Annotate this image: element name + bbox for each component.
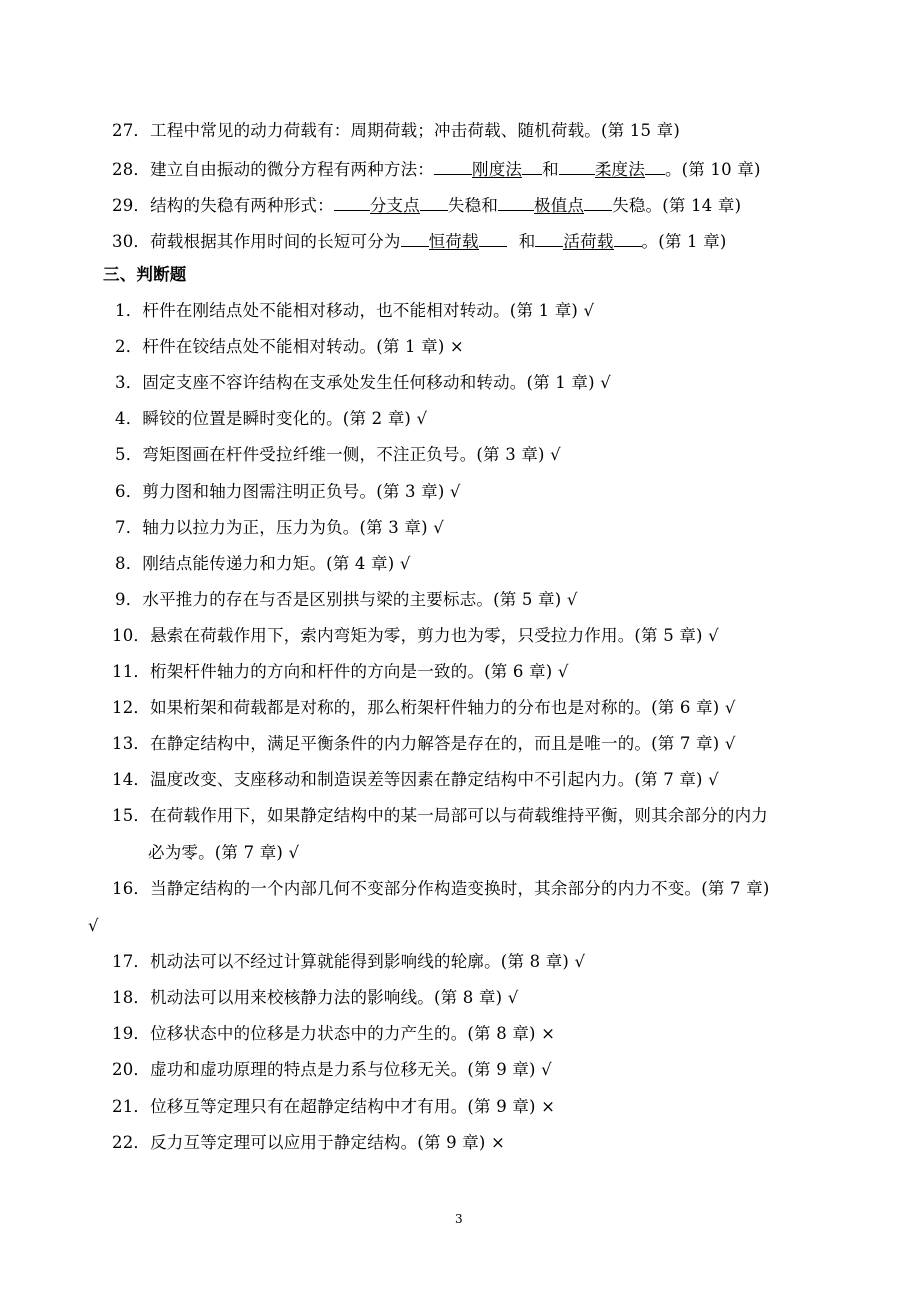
- item-text: 。(第 10 章): [664, 160, 761, 179]
- item-number: 13: [112, 734, 134, 753]
- item-text: 水平推力的存在与否是区别拱与梁的主要标志。(第 5 章) √: [142, 590, 578, 609]
- judge-item-2: 2．杆件在铰结点处不能相对转动。(第 1 章) ×: [115, 337, 464, 356]
- judge-item-13: 13．在静定结构中，满足平衡条件的内力解答是存在的，而且是唯一的。(第 7 章) √: [112, 734, 736, 753]
- blank-line: [434, 157, 472, 175]
- blank-line: [584, 193, 612, 211]
- answer-blank: 恒荷载: [428, 232, 479, 251]
- item-number: 6: [115, 482, 126, 501]
- judge-item-22: 22．反力互等定理可以应用于静定结构。(第 9 章) ×: [112, 1133, 506, 1152]
- judge-item-4: 4．瞬铰的位置是瞬时变化的。(第 2 章) √: [115, 409, 428, 428]
- item-text: 和: [542, 160, 559, 179]
- judge-item-15: 15．在荷载作用下，如果静定结构中的某一局部可以与荷载维持平衡，则其余部分的内力: [112, 806, 769, 825]
- item-text: 固定支座不容许结构在支承处发生任何移动和转动。(第 1 章) √: [142, 373, 611, 392]
- blank-line: [420, 193, 448, 211]
- item-text: 工程中常见的动力荷载有：周期荷载；冲击荷载、随机荷载。(第 15 章): [150, 121, 680, 140]
- judge-item-15-continuation: 必为零。(第 7 章) √: [148, 843, 300, 862]
- judge-item-10: 10．悬索在荷载作用下，索内弯矩为零，剪力也为零，只受拉力作用。(第 5 章) √: [112, 626, 719, 645]
- item-text: 和: [518, 232, 536, 251]
- item-text: 剪力图和轴力图需注明正负号。(第 3 章) √: [142, 482, 461, 501]
- blank-line: [401, 229, 429, 247]
- blank-line: [559, 157, 595, 175]
- item-number: 9: [115, 590, 126, 609]
- blank-line: [522, 157, 542, 175]
- item-text: 杆件在刚结点处不能相对移动，也不能相对转动。(第 1 章) √: [142, 301, 595, 320]
- item-number: 18: [112, 988, 134, 1007]
- fill-item-28: 28．建立自由振动的微分方程有两种方法： 刚度法 和 柔度法 。(第 10 章): [112, 157, 761, 180]
- item-number: 14: [112, 770, 134, 789]
- item-text: 虚功和虚功原理的特点是力系与位移无关。(第 9 章) √: [150, 1060, 552, 1079]
- blank-line: [535, 229, 563, 247]
- judge-item-18: 18．机动法可以用来校核静力法的影响线。(第 8 章) √: [112, 988, 519, 1007]
- item-number: 22: [112, 1133, 134, 1152]
- item-number: 21: [112, 1097, 134, 1116]
- blank-line: [498, 193, 534, 211]
- section-heading: 三、判断题: [103, 265, 187, 284]
- fill-item-27: 27．工程中常见的动力荷载有：周期荷载；冲击荷载、随机荷载。(第 15 章): [112, 121, 680, 140]
- item-text: 在静定结构中，满足平衡条件的内力解答是存在的，而且是唯一的。(第 7 章) √: [150, 734, 736, 753]
- judge-item-11: 11．桁架杆件轴力的方向和杆件的方向是一致的。(第 6 章) √: [112, 662, 569, 681]
- judge-item-12: 12．如果桁架和荷载都是对称的，那么桁架杆件轴力的分布也是对称的。(第 6 章) √: [112, 698, 736, 717]
- judge-item-19: 19．位移状态中的位移是力状态中的力产生的。(第 8 章) ×: [112, 1024, 556, 1043]
- judge-item-17: 17．机动法可以不经过计算就能得到影响线的轮廓。(第 8 章) √: [112, 952, 586, 971]
- item-number: 10: [112, 626, 134, 645]
- item-text: 机动法可以用来校核静力法的影响线。(第 8 章) √: [150, 988, 519, 1007]
- page-number: 3: [455, 1212, 463, 1226]
- item-text: 在荷载作用下，如果静定结构中的某一局部可以与荷载维持平衡，则其余部分的内力: [150, 806, 769, 825]
- item-number: 8: [115, 554, 126, 573]
- judge-item-6: 6．剪力图和轴力图需注明正负号。(第 3 章) √: [115, 482, 461, 501]
- blank-line: [334, 193, 370, 211]
- item-number: 19: [112, 1024, 134, 1043]
- judge-item-1: 1．杆件在刚结点处不能相对移动，也不能相对转动。(第 1 章) √: [115, 301, 595, 320]
- item-text: 如果桁架和荷载都是对称的，那么桁架杆件轴力的分布也是对称的。(第 6 章) √: [150, 698, 736, 717]
- answer-blank: 活荷载: [563, 232, 614, 251]
- item-number: 16: [112, 879, 134, 898]
- judge-item-20: 20．虚功和虚功原理的特点是力系与位移无关。(第 9 章) √: [112, 1060, 552, 1079]
- item-text: 当静定结构的一个内部几何不变部分作构造变换时，其余部分的内力不变。(第 7 章): [150, 879, 770, 898]
- item-text: 瞬铰的位置是瞬时变化的。(第 2 章) √: [142, 409, 428, 428]
- item-text: 弯矩图画在杆件受拉纤维一侧，不注正负号。(第 3 章) √: [142, 445, 561, 464]
- blank-line: [645, 157, 665, 175]
- item-text: 机动法可以不经过计算就能得到影响线的轮廓。(第 8 章) √: [150, 952, 586, 971]
- item-text: 反力互等定理可以应用于静定结构。(第 9 章) ×: [150, 1133, 506, 1152]
- fill-item-29: 29．结构的失稳有两种形式： 分支点 失稳和 极值点 失稳。(第 14 章): [112, 193, 741, 216]
- item-number: 2: [115, 337, 126, 356]
- answer-blank: 分支点: [369, 196, 420, 215]
- item-text: 位移状态中的位移是力状态中的力产生的。(第 8 章) ×: [150, 1024, 556, 1043]
- judge-item-3: 3．固定支座不容许结构在支承处发生任何移动和转动。(第 1 章) √: [115, 373, 611, 392]
- item-number: 7: [115, 518, 126, 537]
- item-text: 失稳。(第 14 章): [612, 196, 742, 215]
- item-number: 30: [112, 232, 134, 251]
- item-number: 20: [112, 1060, 134, 1079]
- judge-item-16: 16．当静定结构的一个内部几何不变部分作构造变换时，其余部分的内力不变。(第 7 章): [112, 879, 770, 898]
- judge-item-9: 9．水平推力的存在与否是区别拱与梁的主要标志。(第 5 章) √: [115, 590, 578, 609]
- item-number: 17: [112, 952, 134, 971]
- judge-item-7: 7．轴力以拉力为正，压力为负。(第 3 章) √: [115, 518, 444, 537]
- item-number: 15: [112, 806, 134, 825]
- item-number: 11: [112, 662, 134, 681]
- item-text: 桁架杆件轴力的方向和杆件的方向是一致的。(第 6 章) √: [150, 662, 569, 681]
- item-text: 位移互等定理只有在超静定结构中才有用。(第 9 章) ×: [150, 1097, 556, 1116]
- judge-item-5: 5．弯矩图画在杆件受拉纤维一侧，不注正负号。(第 3 章) √: [115, 445, 561, 464]
- item-number: 12: [112, 698, 134, 717]
- blank-line: [479, 229, 507, 247]
- item-text: 刚结点能传递力和力矩。(第 4 章) √: [142, 554, 411, 573]
- item-text: 杆件在铰结点处不能相对转动。(第 1 章) ×: [142, 337, 464, 356]
- answer-blank: 极值点: [534, 196, 585, 215]
- fill-item-30: 30．荷载根据其作用时间的长短可分为 恒荷载 和 活荷载 。(第 1 章): [112, 229, 727, 252]
- answer-blank: 刚度法: [472, 160, 523, 179]
- item-number: 1: [115, 301, 126, 320]
- item-number: 4: [115, 409, 126, 428]
- item-text: 悬索在荷载作用下，索内弯矩为零，剪力也为零，只受拉力作用。(第 5 章) √: [150, 626, 719, 645]
- judge-item-16-continuation: √: [88, 916, 99, 935]
- judge-item-21: 21．位移互等定理只有在超静定结构中才有用。(第 9 章) ×: [112, 1097, 556, 1116]
- item-text: 结构的失稳有两种形式：: [150, 196, 334, 215]
- item-number: 3: [115, 373, 126, 392]
- blank-line: [614, 229, 642, 247]
- item-text: 轴力以拉力为正，压力为负。(第 3 章) √: [142, 518, 444, 537]
- answer-blank: 柔度法: [594, 160, 645, 179]
- item-number: 29: [112, 196, 134, 215]
- item-number: 5: [115, 445, 126, 464]
- item-text: 温度改变、支座移动和制造误差等因素在静定结构中不引起内力。(第 7 章) √: [150, 770, 719, 789]
- judge-item-8: 8．刚结点能传递力和力矩。(第 4 章) √: [115, 554, 411, 573]
- item-number: 27: [112, 121, 134, 140]
- judge-item-14: 14．温度改变、支座移动和制造误差等因素在静定结构中不引起内力。(第 7 章) √: [112, 770, 719, 789]
- item-text: 失稳和: [447, 196, 499, 215]
- item-number: 28: [112, 160, 134, 179]
- item-text: 建立自由振动的微分方程有两种方法：: [150, 160, 435, 179]
- item-text: 。(第 1 章): [641, 232, 727, 251]
- item-text: 荷载根据其作用时间的长短可分为: [150, 232, 401, 251]
